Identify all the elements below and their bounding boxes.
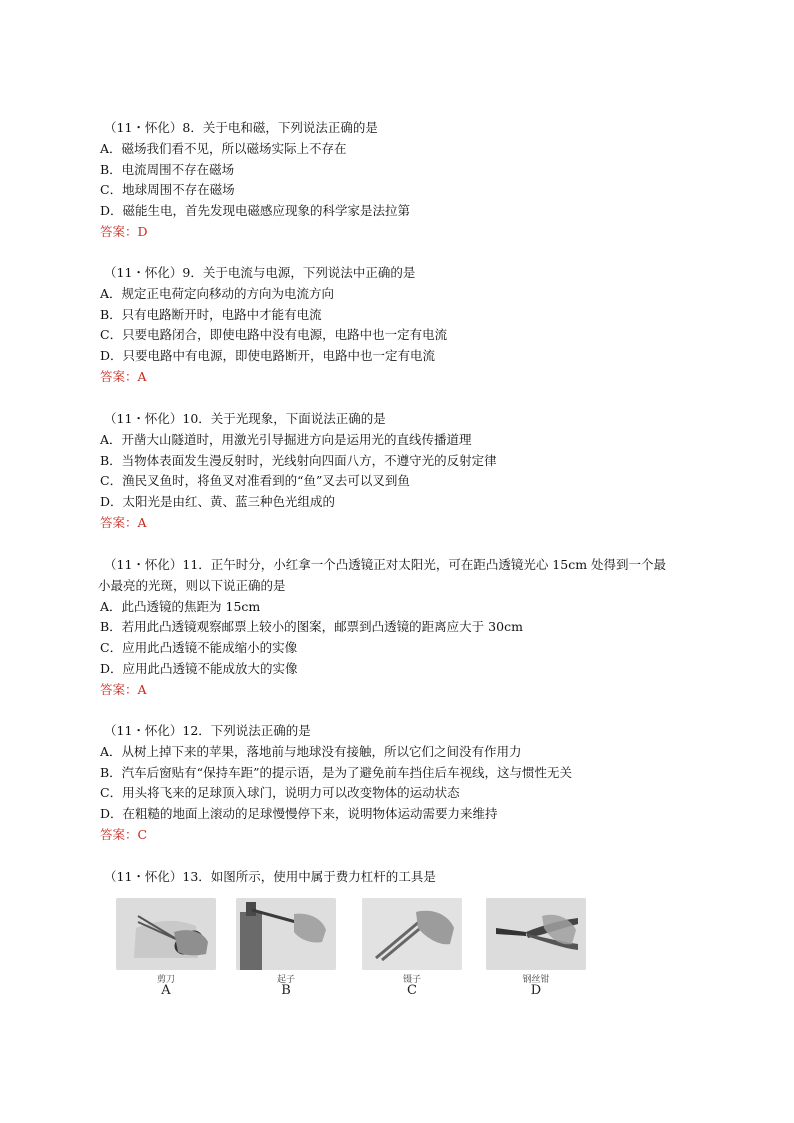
option-b: B．若用此凸透镜观察邮票上较小的图案，邮票到凸透镜的距离应大于 30cm bbox=[100, 619, 523, 635]
pliers-photo bbox=[486, 898, 586, 970]
option-b: B．汽车后窗贴有“保持车距”的提示语，是为了避免前车挡住后车视线，这与惯性无关 bbox=[100, 764, 572, 780]
option-d: D．在粗糙的地面上滚动的足球慢慢停下来，说明物体运动需要力来维持 bbox=[100, 806, 498, 822]
question-9 bbox=[100, 263, 740, 388]
option-a: A．磁场我们看不见，所以磁场实际上不存在 bbox=[100, 140, 347, 156]
tool-figure bbox=[98, 898, 593, 1008]
tool-name: 起子 bbox=[276, 975, 295, 985]
question-stem: （11・怀化）8．关于电和磁，下列说法正确的是 bbox=[104, 120, 378, 135]
option-a: A．规定正电荷定向移动的方向为电流方向 bbox=[100, 285, 335, 301]
option-d: D．磁能生电，首先发现电磁感应现象的科学家是法拉第 bbox=[100, 203, 411, 219]
option-d: D．应用此凸透镜不能成放大的实像 bbox=[100, 660, 298, 676]
question-11 bbox=[100, 555, 740, 701]
question-13 bbox=[100, 867, 740, 888]
question-stem: （11・怀化）9．关于电流与电源，下列说法中正确的是 bbox=[104, 265, 416, 280]
tool-letter: A bbox=[161, 983, 171, 998]
answer: 答案：D bbox=[100, 223, 148, 239]
option-a: A．开凿大山隧道时，用激光引导掘进方向是运用光的直线传播道理 bbox=[100, 431, 472, 447]
option-b: B．电流周围不存在磁场 bbox=[100, 161, 235, 177]
option-c: C．只要电路闭合，即使电路中没有电源，电路中也一定有电流 bbox=[100, 327, 448, 343]
answer: 答案：C bbox=[100, 826, 148, 842]
question-stem: （11・怀化）13．如图所示，使用中属于费力杠杆的工具是 bbox=[104, 869, 436, 884]
tool-name: 镊子 bbox=[402, 975, 421, 985]
tool-letter: D bbox=[530, 983, 542, 998]
question-8 bbox=[100, 118, 740, 243]
tool-letter: C bbox=[407, 983, 417, 998]
scissors-photo bbox=[116, 898, 216, 970]
tool-name: 钢丝钳 bbox=[522, 975, 550, 985]
tool-b bbox=[236, 898, 336, 998]
option-a: A．此凸透镜的焦距为 15cm bbox=[100, 598, 261, 614]
tool-d bbox=[486, 898, 586, 998]
question-stem-line2: 小最亮的光斑，则以下说正确的是 bbox=[98, 577, 286, 593]
bottle-opener-photo bbox=[236, 898, 336, 970]
question-12 bbox=[100, 721, 740, 846]
tool-letter: B bbox=[281, 983, 291, 998]
answer: 答案：A bbox=[100, 681, 147, 697]
option-c: C．渔民叉鱼时，将鱼叉对准看到的“鱼”叉去可以叉到鱼 bbox=[100, 473, 410, 489]
question-stem: （11・怀化）10．关于光现象，下面说法正确的是 bbox=[104, 411, 386, 426]
question-10 bbox=[100, 409, 740, 534]
tweezers-photo bbox=[362, 898, 462, 970]
option-a: A．从树上掉下来的苹果，落地前与地球没有接触，所以它们之间没有作用力 bbox=[100, 743, 522, 759]
option-c: C．地球周围不存在磁场 bbox=[100, 182, 235, 198]
tool-a bbox=[116, 898, 216, 998]
answer: 答案：A bbox=[100, 514, 147, 530]
option-c: C．用头将飞来的足球顶入球门，说明力可以改变物体的运动状态 bbox=[100, 785, 460, 801]
question-stem: （11・怀化）12．下列说法正确的是 bbox=[104, 723, 311, 738]
option-c: C．应用此凸透镜不能成缩小的实像 bbox=[100, 640, 298, 656]
question-stem-line1: （11・怀化）11．正午时分，小红拿一个凸透镜正对太阳光，可在距凸透镜光心 15cm 处得到一个最 bbox=[104, 557, 667, 572]
option-b: B．当物体表面发生漫反射时，光线射向四面八方，不遵守光的反射定律 bbox=[100, 452, 497, 468]
option-d: D．只要电路中有电源，即使电路断开，电路中也一定有电流 bbox=[100, 348, 436, 364]
tool-c bbox=[362, 898, 462, 998]
answer: 答案：A bbox=[100, 368, 147, 384]
option-d: D．太阳光是由红、黄、蓝三种色光组成的 bbox=[100, 494, 336, 510]
tool-name: 剪刀 bbox=[156, 975, 175, 985]
option-b: B．只有电路断开时，电路中才能有电流 bbox=[100, 306, 322, 322]
